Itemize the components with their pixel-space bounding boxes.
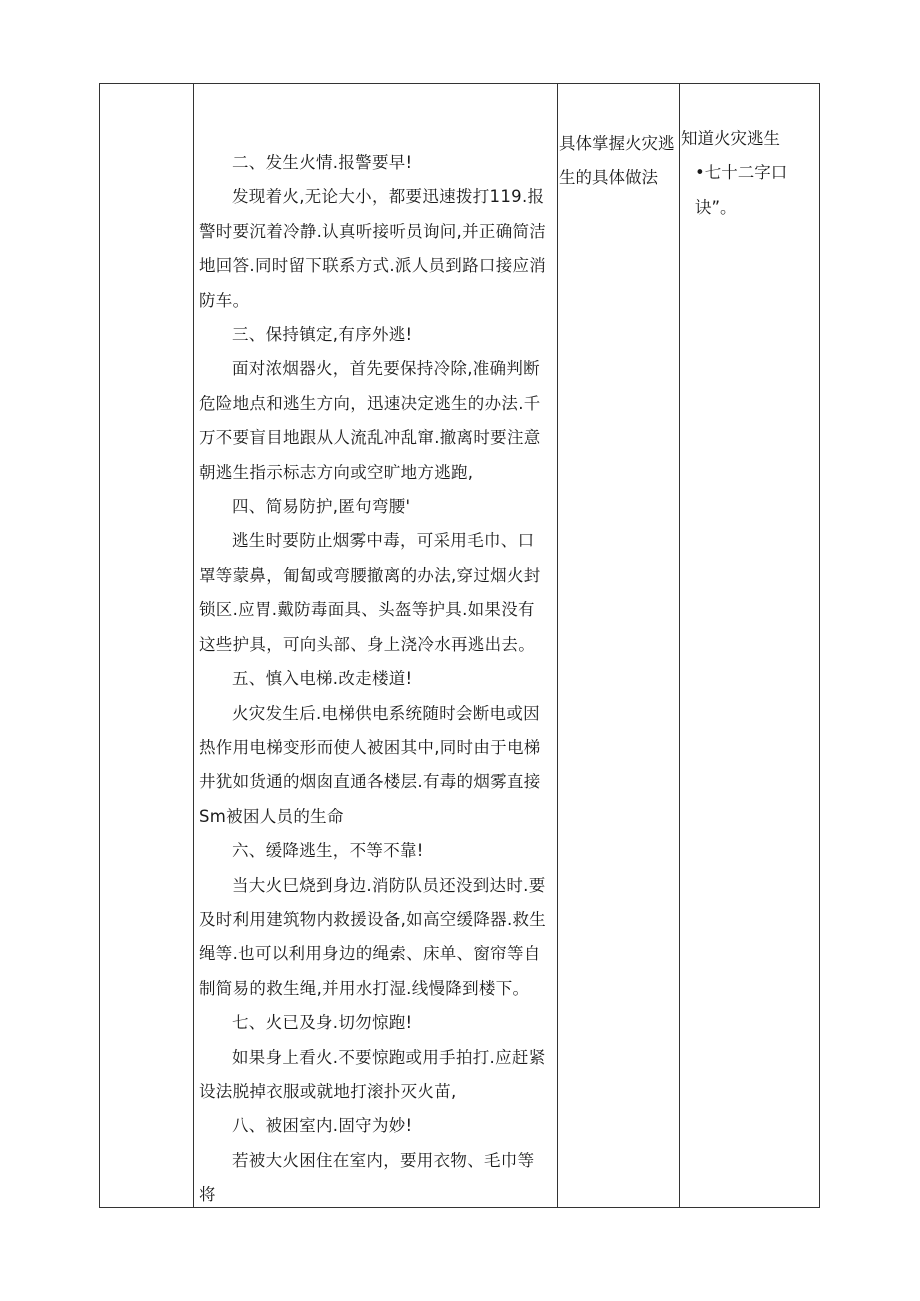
heading-2: 二、发生火情.报警要早! xyxy=(232,153,413,172)
heading-4: 四、简易防护,匿句弯腰' xyxy=(232,497,411,517)
paragraph: 如果身上看火.不要惊跑或用手拍打.应赶紧设法脱掉衣服或就地打滚扑灭火苗, xyxy=(199,1047,546,1101)
note-cell xyxy=(679,84,820,1207)
content-cell xyxy=(193,84,557,1207)
heading-6: 六、缓降逃生，不等不靠! xyxy=(232,841,424,861)
paragraph: 面对浓烟器火，首先要保持冷除,准确判断危险地点和逃生方向，迅速决定逃生的办法.千万不要盲目地跟从人流乱冲乱窜.撤离时要注意朝逃生指示标志方向或空旷地方逃跑, xyxy=(199,359,541,482)
heading-5: 五、慎入电梯.改走楼道! xyxy=(232,669,413,689)
note-line: •七十二字口诀”。 xyxy=(695,163,788,217)
note-text xyxy=(681,122,817,225)
goal-cell xyxy=(557,84,679,1207)
note-line: 知道火灾逃生 xyxy=(681,129,780,148)
lesson-table xyxy=(99,83,820,1208)
paragraph: 发现着火,无论大小，都要迅速拨打119.报警时要沉着冷静.认真听接听员询问,并正确简洁地回答.同时留下联系方式.派人员到路口接应消防车。 xyxy=(199,187,547,310)
paragraph: 当大火巳烧到身边.消防队员还没到达时.要及时利用建筑物内救援设备,如高空缓降器.救生绳等.也可以利用身边的绳索、床单、窗帘等自制简易的救生绳,并用水打湿.线慢降到楼下。 xyxy=(199,875,547,998)
paragraph: 若被大火困住在室内，要用衣物、毛巾等将 xyxy=(199,1150,535,1205)
paragraph: 逃生时要防止烟雾中毒，可采用毛巾、口罩等蒙鼻，匍匐或弯腰撤离的办法,穿过烟火封锁区.应胃.戴防毒面具、头盔等护具.如果没有这些护具，可向头部、身上浇冷水再逃出去。 xyxy=(199,531,541,654)
lesson-content xyxy=(199,146,551,1213)
heading-3: 三、保持镇定,有序外逃! xyxy=(232,325,413,345)
paragraph: 火灾发生后.电梯供电系统随时会断电或因热作用电梯变形而使人被困其中,同时由于电梯井犹如货通的烟囱直通各楼层.有毒的烟雾直接Sm被困人员的生命 xyxy=(199,703,541,826)
goal-text: 具体掌握火灾逃生的具体做法 xyxy=(559,134,675,188)
heading-8: 八、被困室内.固守为妙! xyxy=(232,1116,413,1136)
heading-7: 七、火已及身.切勿惊跑! xyxy=(232,1013,413,1033)
